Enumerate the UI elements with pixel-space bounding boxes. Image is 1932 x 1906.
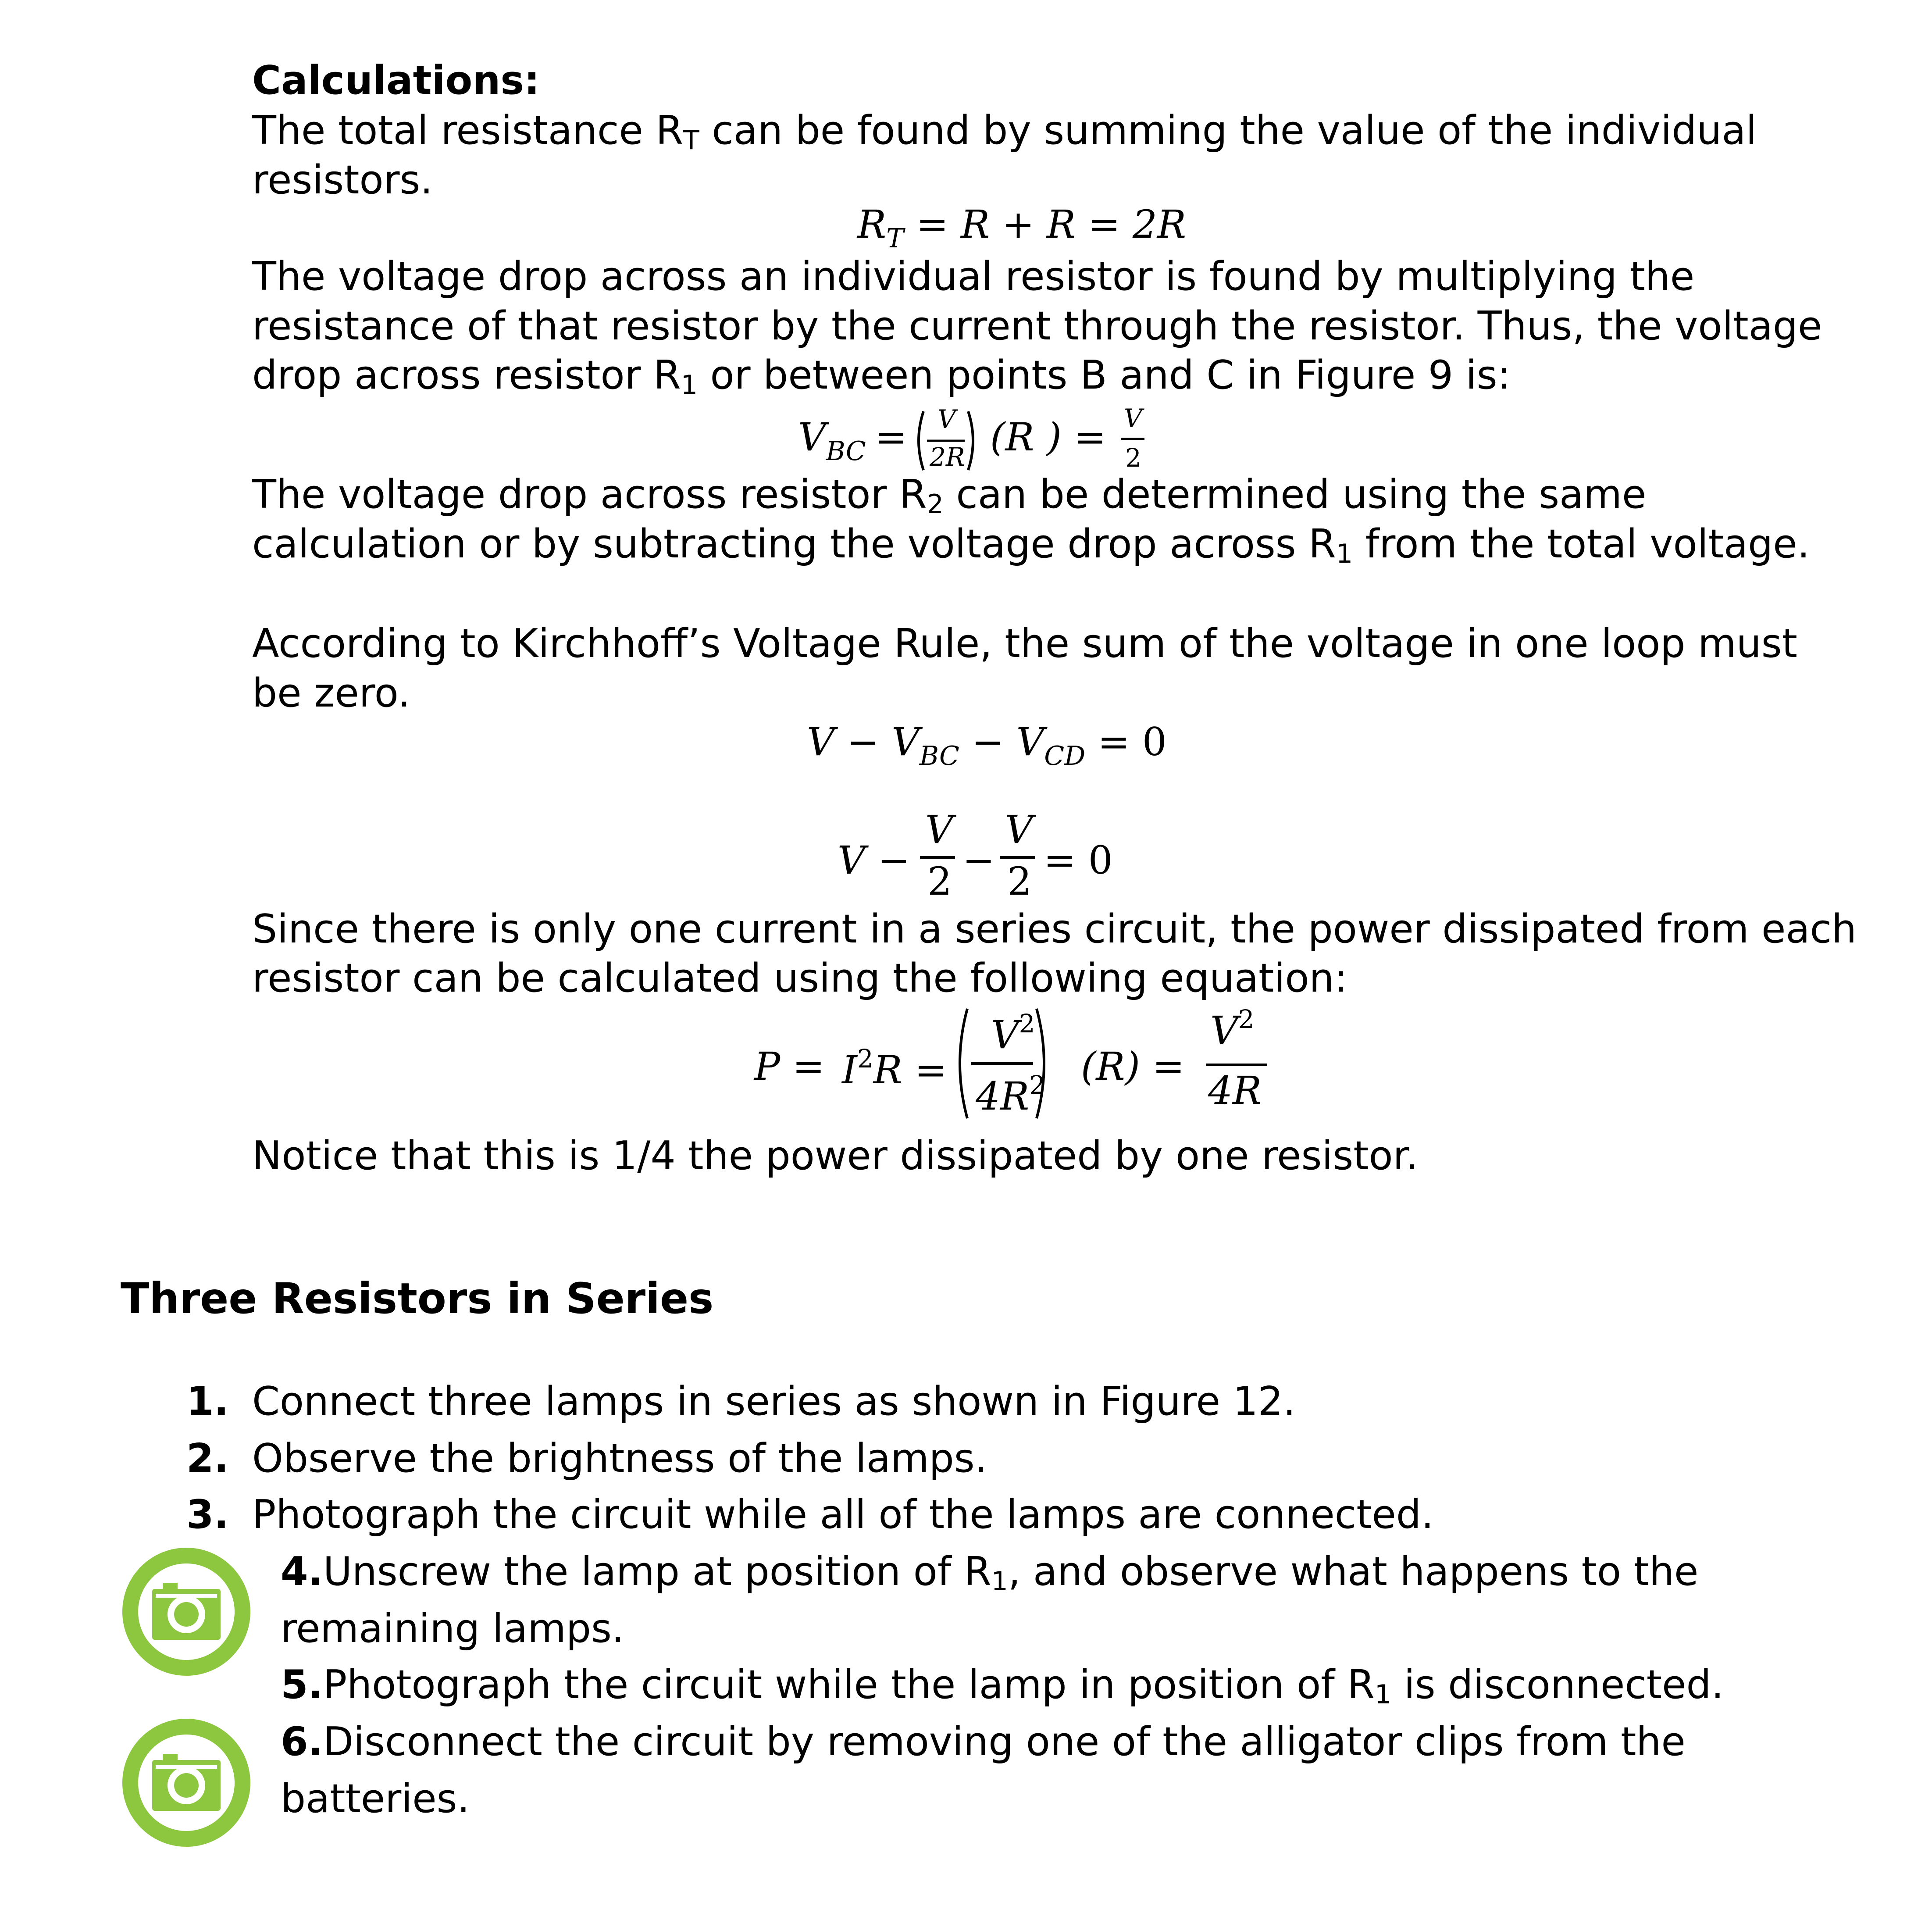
step-number: 1.	[186, 1378, 229, 1424]
math-var	[842, 1044, 947, 1092]
paragraph-line	[252, 520, 1810, 578]
subscript: T	[683, 125, 699, 156]
step-text: Photograph the circuit while all of the lamps are connected.	[252, 1492, 1434, 1538]
math-expr: R =	[873, 1047, 947, 1092]
frac-denominator: 2R	[930, 442, 965, 472]
math-var: I	[842, 1047, 857, 1092]
text-span: The total resistance R	[252, 107, 684, 153]
subscript: BC	[919, 741, 959, 771]
math-var: 4R	[976, 1074, 1030, 1119]
paragraph-line	[252, 351, 1511, 410]
text-span: can be determined using the same	[943, 471, 1647, 518]
step-number: 4.	[281, 1549, 323, 1595]
math-var: V	[1210, 1008, 1238, 1053]
superscript: 2	[1019, 1009, 1035, 1039]
paragraph-line: According to Kirchhoff’s Voltage Rule, the sum of the voltage in one loop must	[252, 621, 1797, 667]
math-expr: V −	[838, 838, 910, 883]
paragraph-line: Notice that this is 1/4 the power dissipated by one resistor.	[252, 1133, 1418, 1179]
step-text: Photograph the circuit while the lamp in position of R	[323, 1662, 1375, 1708]
math-lhs	[798, 414, 866, 467]
step-number: 2.	[186, 1435, 229, 1481]
section-heading: Three Resistors in Series	[121, 1274, 714, 1323]
superscript: 2	[1029, 1070, 1046, 1100]
frac-denominator: 2	[927, 859, 952, 904]
camera-icon	[121, 1717, 252, 1849]
calculations-heading: Calculations:	[252, 57, 540, 104]
frac-denominator: 2	[1007, 859, 1032, 904]
list-item	[281, 1717, 1686, 1767]
step-text: Unscrew the lamp at position of R	[323, 1549, 991, 1595]
fraction-bar	[1206, 1064, 1267, 1066]
list-item	[186, 1434, 987, 1483]
subscript: T	[886, 223, 904, 254]
paragraph-line: resistance of that resistor by the current through the resistor. Thus, the voltage	[252, 303, 1822, 349]
math-expr: V −	[807, 719, 880, 764]
subscript: 1	[1375, 1679, 1392, 1710]
fraction-bar	[1121, 438, 1144, 440]
subscript: 2	[927, 489, 944, 520]
paragraph-line	[252, 106, 1757, 165]
math-middle: (R ) =	[990, 414, 1106, 460]
step-number: 6.	[281, 1719, 323, 1765]
list-item	[186, 1490, 1434, 1539]
result-denominator: 2	[1125, 443, 1141, 473]
text-span: calculation or by subtracting the voltage drop across R	[252, 521, 1336, 567]
frac-numerator: V	[1005, 807, 1033, 852]
subscript: 1	[1336, 539, 1353, 569]
math-var: V	[1016, 719, 1044, 764]
subscript: 1	[681, 370, 698, 400]
superscript: 2	[1238, 1004, 1255, 1034]
frac-numerator: V	[937, 404, 956, 434]
step-text: Disconnect the circuit by removing one of the alligator clips from the	[323, 1719, 1686, 1765]
step-number: 3.	[186, 1492, 229, 1538]
equation-power	[754, 1000, 1280, 1131]
list-item	[281, 1547, 1698, 1606]
equation-total-resistance	[857, 202, 1186, 254]
math-op: −	[971, 719, 1004, 764]
text-span: or between points B and C in Figure 9 is:	[697, 352, 1511, 398]
step-text: is disconnected.	[1391, 1662, 1724, 1708]
text-span: drop across resistor R	[252, 352, 681, 398]
equation-kvl-halves	[838, 807, 1144, 908]
math-expr: P =	[754, 1044, 825, 1089]
superscript: 2	[857, 1044, 873, 1074]
math-var: V	[891, 719, 920, 764]
math-op: −	[962, 838, 995, 883]
math-expr: = 0	[1098, 719, 1167, 764]
text-span: The voltage drop across resistor R	[252, 471, 927, 518]
subscript: 1	[991, 1566, 1008, 1597]
list-item-continuation: remaining lamps.	[281, 1606, 624, 1652]
step-text: Observe the brightness of the lamps.	[252, 1435, 987, 1481]
list-item	[281, 1660, 1724, 1719]
result-denominator: 4R	[1208, 1068, 1262, 1113]
list-item	[186, 1377, 1296, 1426]
equation-vbc	[798, 403, 1158, 478]
result-numerator	[1210, 1004, 1254, 1053]
text-span: from the total voltage.	[1353, 521, 1810, 567]
equation-kvl	[807, 719, 1167, 771]
subscript: CD	[1044, 741, 1086, 771]
result-numerator: V	[1124, 403, 1142, 433]
math-expr: = 0	[1044, 838, 1113, 883]
paragraph-line: The voltage drop across an individual resistor is found by multiplying the	[252, 253, 1695, 300]
math-expr: = R + R = 2R	[916, 202, 1187, 247]
step-number: 5.	[281, 1662, 323, 1708]
frac-numerator	[991, 1009, 1035, 1057]
frac-numerator: V	[925, 807, 953, 852]
math-var: V	[991, 1012, 1019, 1057]
paragraph-line: Since there is only one current in a series circuit, the power dissipated from each	[252, 906, 1857, 952]
step-text: , and observe what happens to the	[1008, 1549, 1699, 1595]
math-var: V	[798, 414, 826, 460]
math-var: R	[857, 202, 887, 247]
paragraph-line: resistors.	[252, 157, 433, 203]
paragraph-line: resistor can be calculated using the following equation:	[252, 955, 1347, 1001]
frac-denominator	[976, 1070, 1045, 1119]
step-text: Connect three lamps in series as shown in Figure 12.	[252, 1378, 1296, 1424]
math-expr: (R) =	[1081, 1044, 1185, 1089]
subscript: BC	[826, 436, 866, 467]
camera-icon	[121, 1546, 252, 1678]
text-span: can be found by summing the value of the individual	[699, 107, 1757, 153]
list-item-continuation: batteries.	[281, 1776, 470, 1822]
math-equals: =	[875, 414, 907, 460]
paragraph-line: be zero.	[252, 670, 410, 716]
